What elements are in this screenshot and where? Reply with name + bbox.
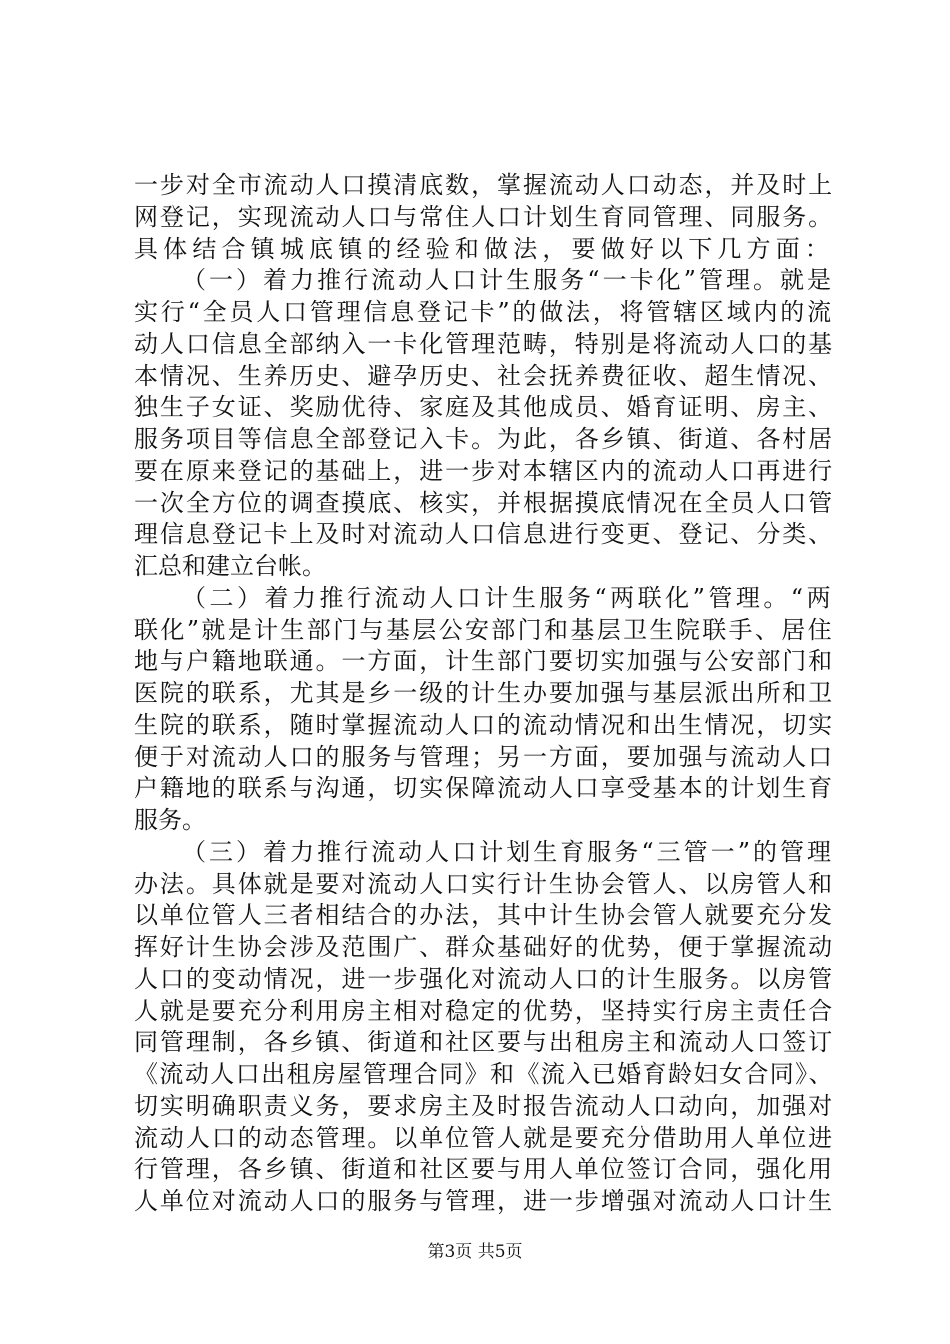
text-line: 切实明确职责义务，要求房主及时报告流动人口动向，加强对 — [134, 1091, 835, 1120]
text-line: 服务。 — [134, 806, 206, 834]
text-line: 一次全方位的调查摸底、核实，并根据摸底情况在全员人口管 — [134, 488, 835, 517]
text-line: 一步对全市流动人口摸清底数，掌握流动人口动态，并及时上 — [134, 171, 835, 199]
text-line: 《流动人口出租房屋管理合同》和《流入已婚育龄妇女合同》、 — [134, 1060, 835, 1088]
text-line: 同管理制，各乡镇、街道和社区要与出租房主和流动人口签订 — [134, 1028, 835, 1057]
text-line: 联化”就是计生部门与基层公安部门和基层卫生院联手、居住 — [134, 615, 834, 644]
text-line: 具体结合镇城底镇的经验和做法，要做好以下几方面： — [134, 234, 835, 263]
text-line: 户籍地的联系与沟通，切实保障流动人口享受基本的计划生育 — [134, 774, 835, 803]
text-line: 网登记，实现流动人口与常住人口计划生育同管理、同服务。 — [134, 202, 835, 231]
body-text — [134, 170, 834, 1218]
text-line: 汇总和建立台帐。 — [134, 552, 326, 580]
text-line: 实行“全员人口管理信息登记卡”的做法，将管辖区域内的流 — [134, 298, 834, 326]
text-line: 办法。具体就是要对流动人口实行计生协会管人、以房管人和 — [134, 869, 835, 898]
page-footer: 第3页 共5页 — [427, 1242, 523, 1262]
text-line: 行管理，各乡镇、街道和社区要与用人单位签订合同，强化用 — [134, 1155, 835, 1184]
text-line: 动人口信息全部纳入一卡化管理范畴，特别是将流动人口的基 — [134, 329, 835, 358]
text-line: 人口的变动情况，进一步强化对流动人口的计生服务。以房管 — [134, 964, 835, 993]
text-line: 流动人口的动态管理。以单位管人就是要充分借助用人单位进 — [134, 1123, 835, 1152]
text-line: 地与户籍地联通。一方面，计生部门要切实加强与公安部门和 — [134, 647, 835, 676]
text-line: 医院的联系，尤其是乡一级的计生办要加强与基层派出所和卫 — [134, 679, 835, 707]
text-line: （一）着力推行流动人口计生服务“一卡化”管理。就是 — [182, 266, 835, 295]
text-line: 挥好计生协会涉及范围广、群众基础好的优势，便于掌握流动 — [134, 933, 835, 961]
text-line: 理信息登记卡上及时对流动人口信息进行变更、登记、分类、 — [134, 520, 835, 549]
text-line: 服务项目等信息全部登记入卡。为此，各乡镇、街道、各村居 — [134, 425, 835, 453]
text-line: 便于对流动人口的服务与管理；另一方面，要加强与流动人口 — [134, 742, 835, 771]
text-line: 人就是要充分利用房主相对稳定的优势，坚持实行房主责任合 — [134, 996, 835, 1025]
text-line: （二）着力推行流动人口计生服务“两联化”管理。“两 — [182, 583, 835, 612]
text-line: 本情况、生养历史、避孕历史、社会抚养费征收、超生情况、 — [134, 361, 835, 390]
text-line: 独生子女证、奖励优待、家庭及其他成员、婚育证明、房主、 — [134, 393, 835, 422]
text-line: 人单位对流动人口的服务与管理，进一步增强对流动人口计生 — [134, 1187, 835, 1215]
text-line: （三）着力推行流动人口计划生育服务“三管一”的管理 — [182, 837, 835, 866]
text-line: 生院的联系，随时掌握流动人口的流动情况和出生情况，切实 — [134, 710, 835, 739]
text-line: 以单位管人三者相结合的办法，其中计生协会管人就要充分发 — [134, 901, 835, 930]
text-line: 要在原来登记的基础上，进一步对本辖区内的流动人口再进行 — [134, 456, 835, 485]
